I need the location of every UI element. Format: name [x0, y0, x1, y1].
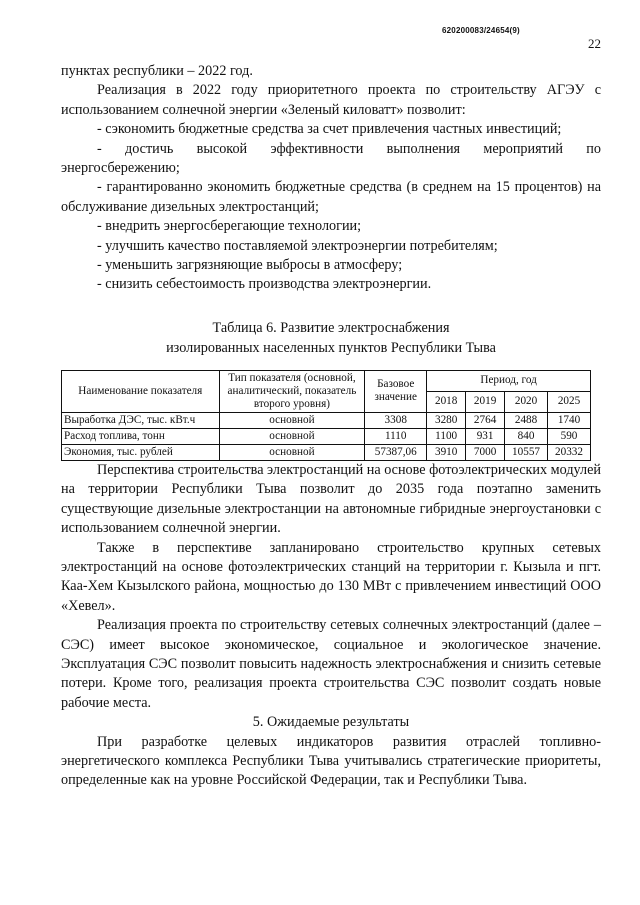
cell-type: основной: [219, 428, 365, 444]
header-base-value: Базовое значение: [365, 370, 427, 412]
bullet-item: - достичь высокой эффективности выполнения мероприятий по энергосбережению;: [61, 140, 601, 177]
intro-line: пунктах республики – 2022 год.: [61, 63, 253, 79]
cell-name: Экономия, тыс. рублей: [62, 444, 220, 460]
bullet-item: - улучшить качество поставляемой электроэнергии потребителям;: [97, 237, 498, 254]
cell-base: 3308: [365, 412, 427, 428]
table-title-line: Таблица 6. Развитие электроснабжения: [212, 319, 450, 336]
header-year: 2020: [505, 391, 548, 412]
header-year: 2018: [427, 391, 466, 412]
bullet-item: - гарантированно экономить бюджетные средства (в среднем на 15 процентов) на обслуживание дизельных электростанций;: [61, 179, 601, 215]
table-title-line: изолированных населенных пунктов Республики Тыва: [166, 339, 496, 356]
cell-value: 2764: [466, 412, 505, 428]
cell-value: 590: [548, 428, 591, 444]
paragraph-perspective: Перспектива строительства электростанций на основе фотоэлектрических модулей на территории Республики Тыва позволит до 2035 года поэтапно заменить существующие дизельные электростанции на автономные гибридные энергоустановки с использованием солнечной энергии.: [61, 461, 601, 537]
cell-value: 3280: [427, 412, 466, 428]
section-title: 5. Ожидаемые результаты: [252, 714, 410, 731]
page-number: 22: [588, 36, 601, 51]
table-row: [62, 444, 591, 460]
cell-name: Расход топлива, тонн: [62, 428, 220, 444]
header-year: 2019: [466, 391, 505, 412]
cell-value: 10557: [505, 444, 548, 460]
cell-value: 3910: [427, 444, 466, 460]
cell-value: 1740: [548, 412, 591, 428]
bullet-item: - внедрить энергосберегающие технологии;: [97, 218, 362, 235]
table-title: [61, 318, 601, 358]
paragraph-results: При разработке целевых индикаторов развития отраслей топливно-энергетического комплекса Республики Тыва учитывались стратегические приоритеты, определенные как на уровне Российской Федерации, так и Республики Тыва.: [61, 733, 601, 789]
cell-value: 840: [505, 428, 548, 444]
header-indicator-type: Тип показателя (основной, аналитический, показатель второго уровня): [219, 370, 365, 412]
table-row: [62, 428, 591, 444]
table-row: [62, 412, 591, 428]
document-id: 620200083/24654(9): [442, 26, 520, 35]
paragraph-realization: Реализация в 2022 году приоритетного проекта по строительству АГЭУ с использованием солнечной энергии «Зеленый киловатт» позволит:: [61, 82, 601, 118]
header-period: Период, год: [427, 370, 591, 391]
paragraph-planned: Также в перспективе запланировано строительство крупных сетевых электростанций на основе фотоэлектрических станций на территории г. Кызыла и пгт. Каа-Хем Кызылского района, мощностью до 130 МВт с привлечением инвестиций ООО «Хевел».: [61, 539, 601, 614]
paragraph-ses: Реализация проекта по строительству сетевых солнечных электростанций (далее – СЭС) имеет высокое экономическое, социальное и экологическое значение. Эксплуатация СЭС позволит повысить надежность электроснабжения и снизить сетевые потери. Кроме того, реализация проекта строительства СЭС позволит создать новые рабочие места.: [61, 617, 601, 711]
bullet-item: - сэкономить бюджетные средства за счет привлечения частных инвестиций;: [97, 121, 562, 138]
cell-base: 57387,06: [365, 444, 427, 460]
cell-value: 1100: [427, 428, 466, 444]
cell-name: Выработка ДЭС, тыс. кВт.ч: [62, 412, 220, 428]
cell-base: 1110: [365, 428, 427, 444]
cell-value: 931: [466, 428, 505, 444]
header-year: 2025: [548, 391, 591, 412]
header-indicator-name: Наименование показателя: [62, 370, 220, 412]
data-table: [61, 370, 591, 461]
cell-type: основной: [219, 412, 365, 428]
document-body: [61, 62, 601, 791]
cell-value: 20332: [548, 444, 591, 460]
cell-value: 7000: [466, 444, 505, 460]
cell-type: основной: [219, 444, 365, 460]
cell-value: 2488: [505, 412, 548, 428]
bullet-item: - уменьшить загрязняющие выбросы в атмосферу;: [97, 257, 403, 274]
bullet-item: - снизить себестоимость производства электроэнергии.: [97, 276, 432, 293]
